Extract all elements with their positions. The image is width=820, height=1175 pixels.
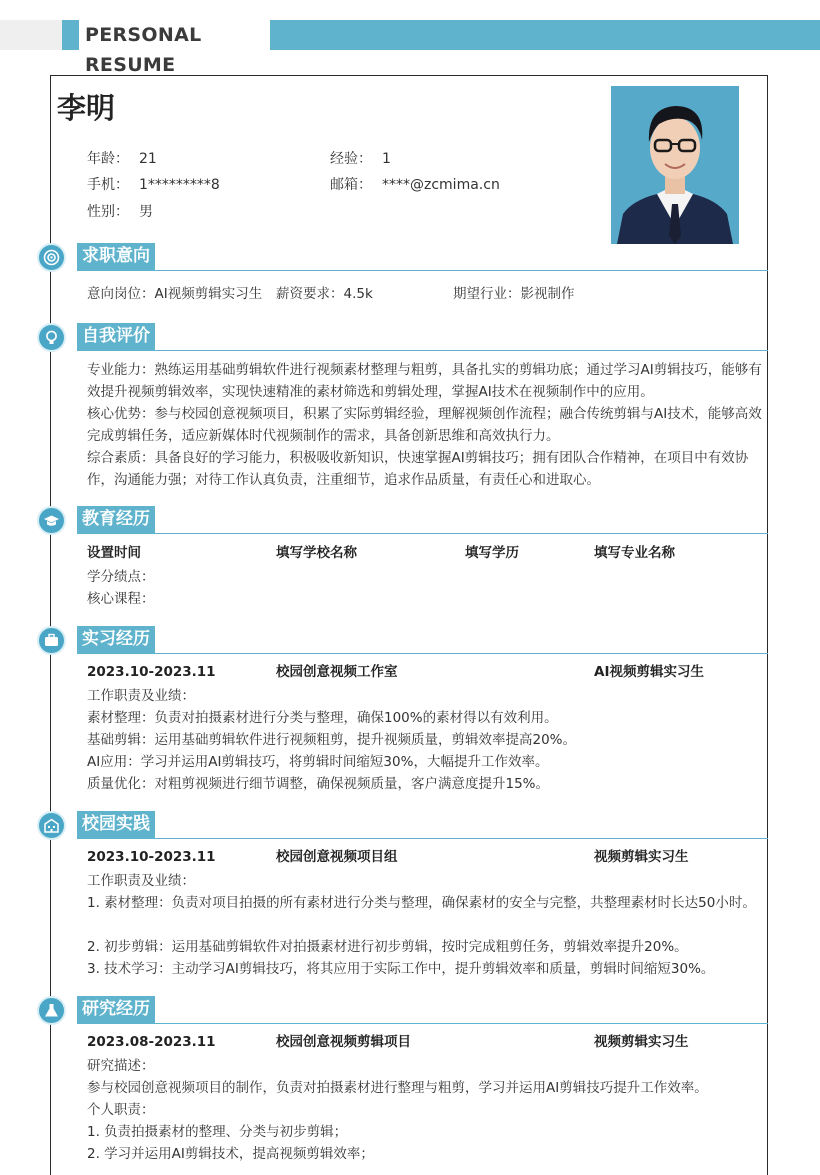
edu-gpa: 学分绩点： (87, 569, 155, 585)
flask-icon (37, 996, 66, 1025)
banner-gray-block (0, 20, 62, 50)
briefcase-icon (37, 626, 66, 655)
age-value: 21 (139, 151, 157, 167)
banner-title: PERSONAL RESUME (79, 20, 270, 50)
candidate-name: 李明 (57, 91, 116, 125)
section-divider (77, 533, 768, 534)
intent-salary: 薪资要求：4.5k (276, 286, 373, 302)
phone-value: 1*********8 (139, 177, 220, 193)
section-divider (77, 1023, 768, 1024)
building-icon (37, 811, 66, 840)
intern-time: 2023.10-2023.11 (87, 664, 216, 680)
campus-line: 2. 初步剪辑：运用基础剪辑软件对拍摄素材进行初步剪辑，按时完成粗剪任务，剪辑效率提升20%。 (87, 939, 688, 955)
edu-time: 设置时间 (87, 545, 141, 561)
age-field (87, 148, 157, 168)
phone-field (87, 174, 220, 194)
research-time: 2023.08-2023.11 (87, 1034, 216, 1050)
section-title-campus: 校园实践 (77, 811, 155, 838)
gender-value: 男 (139, 204, 153, 220)
header-banner (0, 20, 820, 76)
section-title-intern: 实习经历 (77, 626, 155, 653)
edu-courses: 核心课程： (87, 591, 155, 607)
research-line: 1. 负责拍摄素材的整理、分类与初步剪辑； (87, 1124, 348, 1140)
section-divider (77, 270, 768, 271)
intern-line: 工作职责及业绩： (87, 688, 195, 704)
experience-label: 经验： (330, 151, 372, 167)
experience-value: 1 (382, 151, 391, 167)
campus-org: 校园创意视频项目组 (276, 849, 398, 865)
self-eval-advantage: 核心优势：参与校园创意视频项目，积累了实际剪辑经验，理解视频创作流程；融合传统剪辑与AI技术，能够高效完成剪辑任务，适应新媒体时代视频制作的需求，具备创新思维和高效执行力。 (87, 406, 762, 444)
intern-line: 素材整理：负责对拍摄素材进行分类与整理，确保100%的素材得以有效利用。 (87, 710, 558, 726)
section-title-self: 自我评价 (77, 323, 155, 350)
campus-line: 1. 素材整理：负责对项目拍摄的所有素材进行分类与整理，确保素材的安全与完整，共整理素材时长达50小时。 (87, 895, 756, 911)
campus-role: 视频剪辑实习生 (594, 849, 689, 865)
graduation-cap-icon (37, 506, 66, 535)
intern-role: AI视频剪辑实习生 (594, 664, 704, 680)
section-divider (77, 653, 768, 654)
section-title-research: 研究经历 (77, 996, 155, 1023)
target-icon (37, 243, 66, 272)
research-project: 校园创意视频剪辑项目 (276, 1034, 411, 1050)
edu-degree: 填写学历 (465, 545, 519, 561)
email-value: ****@zcmima.cn (382, 177, 500, 193)
intern-line: 质量优化：对粗剪视频进行细节调整，确保视频质量，客户满意度提升15%。 (87, 776, 550, 792)
banner-accent-bar (270, 20, 820, 50)
self-eval-quality: 综合素质：具备良好的学习能力，积极吸收新知识，快速掌握AI剪辑技巧；拥有团队合作精神，在项目中有效协作，沟通能力强；对待工作认真负责，注重细节，追求作品质量，有责任心和进取心。 (87, 450, 749, 488)
section-title-edu: 教育经历 (77, 506, 155, 533)
age-label: 年龄： (87, 151, 129, 167)
email-field (330, 174, 500, 194)
research-line: 2. 学习并运用AI剪辑技术，提高视频剪辑效率； (87, 1146, 374, 1162)
section-divider (77, 350, 768, 351)
intent-position: 意向岗位：AI视频剪辑实习生 (87, 286, 263, 302)
research-line: 参与校园创意视频项目的制作，负责对拍摄素材进行整理与粗剪，学习并运用AI剪辑技巧提升工作效率。 (87, 1080, 708, 1096)
intern-line: AI应用：学习并运用AI剪辑技巧，将剪辑时间缩短30%，大幅提升工作效率。 (87, 754, 549, 770)
section-title-intent: 求职意向 (77, 243, 155, 270)
research-line: 个人职责： (87, 1102, 155, 1118)
intent-industry: 期望行业：影视制作 (453, 286, 575, 302)
research-line: 研究描述： (87, 1058, 155, 1074)
section-divider (77, 838, 768, 839)
experience-field (330, 148, 391, 168)
lightbulb-icon (37, 323, 66, 352)
research-role: 视频剪辑实习生 (594, 1034, 689, 1050)
gender-field (87, 201, 153, 221)
email-label: 邮箱： (330, 177, 372, 193)
phone-label: 手机： (87, 177, 129, 193)
self-eval-ability: 专业能力：熟练运用基础剪辑软件进行视频素材整理与粗剪，具备扎实的剪辑功底；通过学习AI剪辑技巧，能够有效提升视频剪辑效率，实现快速精准的素材筛选和剪辑处理，掌握AI技术在视频制作中的应用。 (87, 362, 762, 400)
banner-accent-block (62, 20, 79, 50)
edu-major: 填写专业名称 (594, 545, 675, 561)
edu-school: 填写学校名称 (276, 545, 357, 561)
campus-line: 3. 技术学习：主动学习AI剪辑技巧，将其应用于实际工作中，提升剪辑效率和质量，剪辑时间缩短30%。 (87, 961, 715, 977)
profile-photo (611, 86, 739, 244)
intern-company: 校园创意视频工作室 (276, 664, 398, 680)
campus-time: 2023.10-2023.11 (87, 849, 216, 865)
campus-line: 工作职责及业绩： (87, 873, 195, 889)
gender-label: 性别： (87, 204, 129, 220)
intern-line: 基础剪辑：运用基础剪辑软件进行视频粗剪，提升视频质量，剪辑效率提高20%。 (87, 732, 577, 748)
